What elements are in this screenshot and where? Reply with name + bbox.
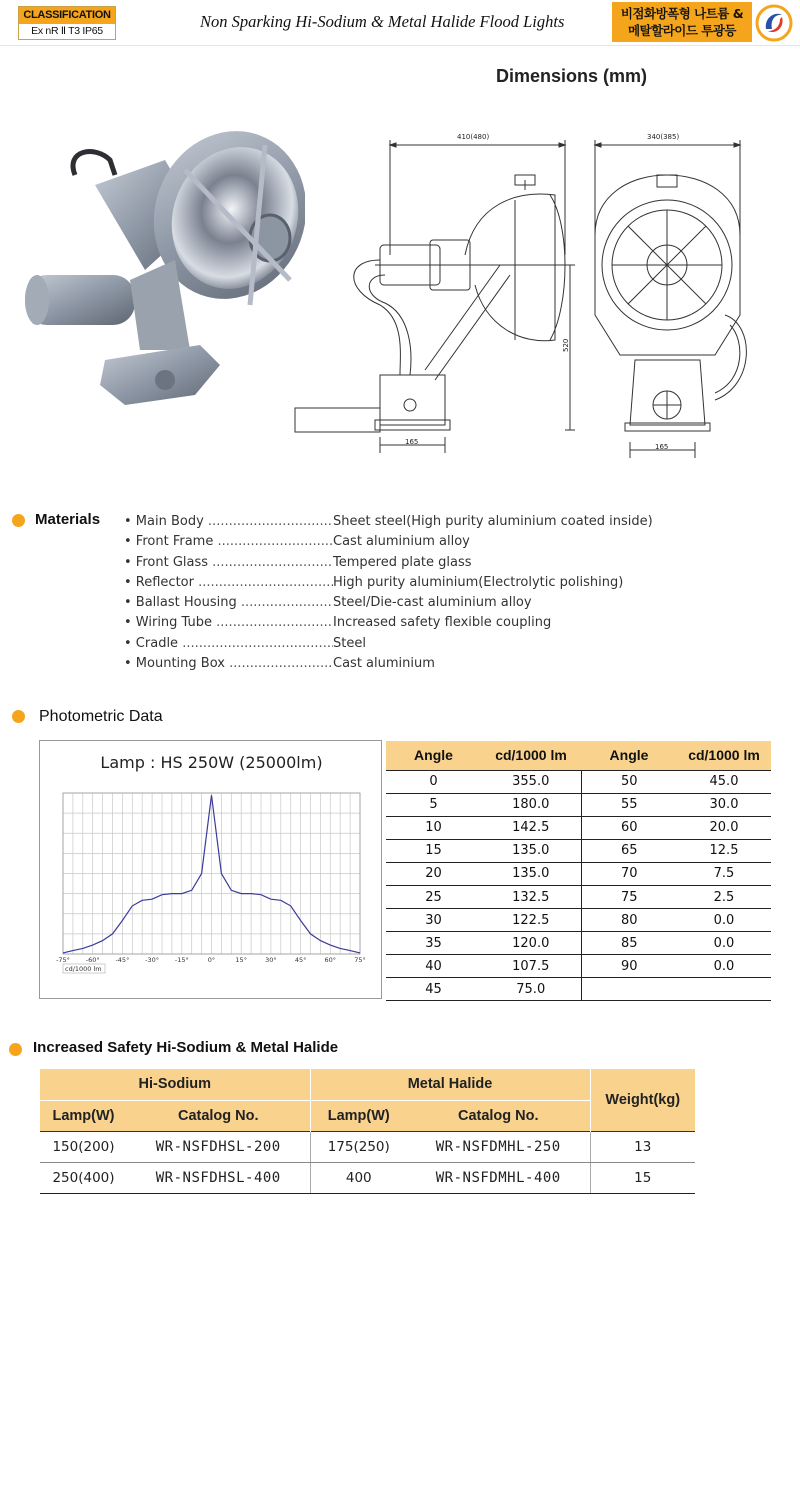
material-item bbox=[124, 512, 653, 532]
brand-logo-icon bbox=[754, 3, 794, 43]
angle-cell: 55 bbox=[581, 793, 677, 816]
mh-catalog-header: Catalog No. bbox=[407, 1100, 590, 1131]
photometric-row bbox=[386, 955, 771, 978]
cd-value-cell: 0.0 bbox=[677, 909, 771, 932]
cd-value-cell: 355.0 bbox=[481, 770, 581, 793]
chart-x-tick-label: 15° bbox=[235, 956, 247, 964]
materials-bullet-icon bbox=[12, 514, 25, 527]
materials-list bbox=[124, 512, 653, 674]
hs-catalog-header: Catalog No. bbox=[127, 1100, 310, 1131]
cd-value-cell: 75.0 bbox=[481, 978, 581, 1001]
photometric-bullet-icon bbox=[12, 710, 25, 723]
chart-x-tick-label: -75° bbox=[56, 956, 70, 964]
material-value: Steel/Die-cast aluminium alloy bbox=[333, 595, 532, 611]
chart-x-tick-label: 75° bbox=[354, 956, 366, 964]
material-name: • Ballast Housing ..... bbox=[124, 593, 333, 613]
cd-value-cell: 135.0 bbox=[481, 862, 581, 885]
dimensions-title: Dimensions (mm) bbox=[496, 66, 648, 86]
cd-value-cell: 12.5 bbox=[677, 839, 771, 862]
photometric-row bbox=[386, 839, 771, 862]
page-title: Non Sparking Hi-Sodium & Metal Halide Flood Lights bbox=[200, 12, 565, 31]
col-header-angle-2: Angle bbox=[581, 741, 677, 770]
angle-cell: 30 bbox=[386, 909, 481, 932]
catalog-row bbox=[40, 1162, 695, 1193]
angle-cell: 70 bbox=[581, 862, 677, 885]
hs-catalog-cell: WR-NSFDHSL-200 bbox=[127, 1131, 310, 1162]
col-header-angle-1: Angle bbox=[386, 741, 481, 770]
cd-value-cell: 180.0 bbox=[481, 793, 581, 816]
cd-value-cell: 122.5 bbox=[481, 909, 581, 932]
chart-plot-area bbox=[40, 741, 383, 1000]
angle-cell: 20 bbox=[386, 862, 481, 885]
dim-base-front: 165 bbox=[655, 443, 669, 451]
cd-value-cell: 2.5 bbox=[677, 885, 771, 908]
cd-value-cell: 142.5 bbox=[481, 816, 581, 839]
cd-value-cell: 0.0 bbox=[677, 932, 771, 955]
material-item bbox=[124, 532, 653, 552]
catalog-heading: Increased Safety Hi-Sodium & Metal Halide bbox=[33, 1039, 339, 1056]
product-photo bbox=[25, 130, 305, 430]
angle-cell: 50 bbox=[581, 770, 677, 793]
angle-cell: 5 bbox=[386, 793, 481, 816]
material-value: Cast aluminium alloy bbox=[333, 534, 470, 550]
cd-value-cell: 7.5 bbox=[677, 862, 771, 885]
cd-value-cell: 0.0 bbox=[677, 955, 771, 978]
chart-x-tick-label: 45° bbox=[294, 956, 307, 964]
chart-x-tick-label: -45° bbox=[115, 956, 130, 964]
angle-cell: 80 bbox=[581, 909, 677, 932]
material-name: • Main Body ..... bbox=[124, 512, 333, 532]
angle-cell: 85 bbox=[581, 932, 677, 955]
cd-value-cell: 107.5 bbox=[481, 955, 581, 978]
material-value: High purity aluminium(Electrolytic polishing) bbox=[333, 574, 624, 590]
angle-cell: 45 bbox=[386, 978, 481, 1001]
col-header-cd-2: cd/1000 lm bbox=[677, 741, 771, 770]
chart-x-tick-label: -60° bbox=[85, 956, 100, 964]
material-name: • Cradle ..... bbox=[124, 634, 333, 654]
photometric-row bbox=[386, 909, 771, 932]
chart-x-tick-label: 30° bbox=[265, 956, 277, 964]
material-item bbox=[124, 634, 653, 654]
mh-lamp-header: Lamp(W) bbox=[310, 1100, 407, 1131]
group-header-metal-halide: Metal Halide bbox=[310, 1069, 590, 1100]
angle-cell: 0 bbox=[386, 770, 481, 793]
angle-cell: 90 bbox=[581, 955, 677, 978]
chart-x-tick-label: -30° bbox=[145, 956, 160, 964]
material-value: Sheet steel(High purity aluminium coated inside) bbox=[333, 514, 653, 529]
photometric-row bbox=[386, 793, 771, 816]
photometric-table-header bbox=[386, 741, 771, 770]
material-name: • Reflector ..... bbox=[124, 573, 333, 593]
weight-cell: 13 bbox=[590, 1131, 695, 1162]
classification-code: Ex nR Ⅱ T3 IP65 bbox=[19, 24, 115, 39]
mh-lamp-cell: 175(250) bbox=[310, 1131, 407, 1162]
material-name: • Wiring Tube ..... bbox=[124, 613, 333, 633]
material-item bbox=[124, 553, 653, 573]
catalog-row bbox=[40, 1131, 695, 1162]
material-item bbox=[124, 593, 653, 613]
angle-cell: 65 bbox=[581, 839, 677, 862]
angle-cell: 35 bbox=[386, 932, 481, 955]
photometric-row bbox=[386, 816, 771, 839]
hs-catalog-cell: WR-NSFDHSL-400 bbox=[127, 1162, 310, 1193]
col-header-cd-1: cd/1000 lm bbox=[481, 741, 581, 770]
cd-value-cell: 45.0 bbox=[677, 770, 771, 793]
materials-heading: Materials bbox=[35, 511, 101, 528]
cd-value-cell: 20.0 bbox=[677, 816, 771, 839]
cd-value-cell: 120.0 bbox=[481, 932, 581, 955]
photometric-row bbox=[386, 932, 771, 955]
cd-value-cell: 30.0 bbox=[677, 793, 771, 816]
chart-x-tick-label: 60° bbox=[324, 956, 337, 964]
hs-lamp-header: Lamp(W) bbox=[40, 1100, 127, 1131]
dim-width-side: 410(480) bbox=[457, 133, 490, 141]
cd-value-cell bbox=[677, 978, 771, 1001]
dim-width-front: 340(385) bbox=[647, 133, 680, 141]
classification-box bbox=[18, 6, 116, 40]
angle-cell: 40 bbox=[386, 955, 481, 978]
dim-base-side: 165 bbox=[405, 438, 419, 446]
weight-cell: 15 bbox=[590, 1162, 695, 1193]
material-value: Cast aluminium bbox=[333, 656, 435, 672]
mh-catalog-cell: WR-NSFDMHL-250 bbox=[407, 1131, 590, 1162]
dim-height: 520 bbox=[562, 338, 570, 352]
chart-x-tick-label: -15° bbox=[174, 956, 189, 964]
photometric-heading: Photometric Data bbox=[39, 708, 163, 725]
hs-lamp-cell: 250(400) bbox=[40, 1162, 127, 1193]
cd-value-cell: 132.5 bbox=[481, 885, 581, 908]
hs-lamp-cell: 150(200) bbox=[40, 1131, 127, 1162]
material-name: • Mounting Box ..... bbox=[124, 654, 333, 674]
material-item bbox=[124, 573, 653, 593]
photometric-row bbox=[386, 770, 771, 793]
photometric-row bbox=[386, 978, 771, 1001]
catalog-bullet-icon bbox=[9, 1043, 22, 1056]
chart-x-tick-label: 0° bbox=[207, 956, 216, 964]
mh-lamp-cell: 400 bbox=[310, 1162, 407, 1193]
chart-title: Lamp : HS 250W (25000lm) bbox=[100, 753, 323, 772]
mh-catalog-cell: WR-NSFDMHL-400 bbox=[407, 1162, 590, 1193]
angle-cell: 75 bbox=[581, 885, 677, 908]
angle-cell bbox=[581, 978, 677, 1001]
material-item bbox=[124, 613, 653, 633]
korean-title-line-2: 메탈할라이드 투광등 bbox=[627, 23, 737, 38]
angle-cell: 25 bbox=[386, 885, 481, 908]
photometric-table bbox=[386, 741, 771, 1001]
chart-y-unit-label: cd/1000 lm bbox=[65, 965, 102, 973]
dimension-drawing bbox=[285, 125, 765, 465]
weight-header: Weight(kg) bbox=[590, 1069, 695, 1131]
material-value: Steel bbox=[333, 635, 366, 651]
photometric-row bbox=[386, 862, 771, 885]
group-header-hi-sodium: Hi-Sodium bbox=[40, 1069, 310, 1100]
header-divider bbox=[0, 45, 800, 46]
material-name: • Front Frame ..... bbox=[124, 532, 333, 552]
classification-label: CLASSIFICATION bbox=[19, 7, 115, 24]
material-value: Increased safety flexible coupling bbox=[333, 615, 552, 631]
angle-cell: 15 bbox=[386, 839, 481, 862]
korean-title-line-1: 비점화방폭형 나트륨 & bbox=[620, 6, 744, 21]
material-item bbox=[124, 654, 653, 674]
material-value: Tempered plate glass bbox=[333, 554, 472, 570]
cd-value-cell: 135.0 bbox=[481, 839, 581, 862]
material-name: • Front Glass ..... bbox=[124, 553, 333, 573]
korean-title-box bbox=[612, 2, 752, 42]
photometric-chart bbox=[39, 740, 382, 999]
photometric-row bbox=[386, 885, 771, 908]
angle-cell: 60 bbox=[581, 816, 677, 839]
angle-cell: 10 bbox=[386, 816, 481, 839]
catalog-table bbox=[40, 1069, 695, 1194]
